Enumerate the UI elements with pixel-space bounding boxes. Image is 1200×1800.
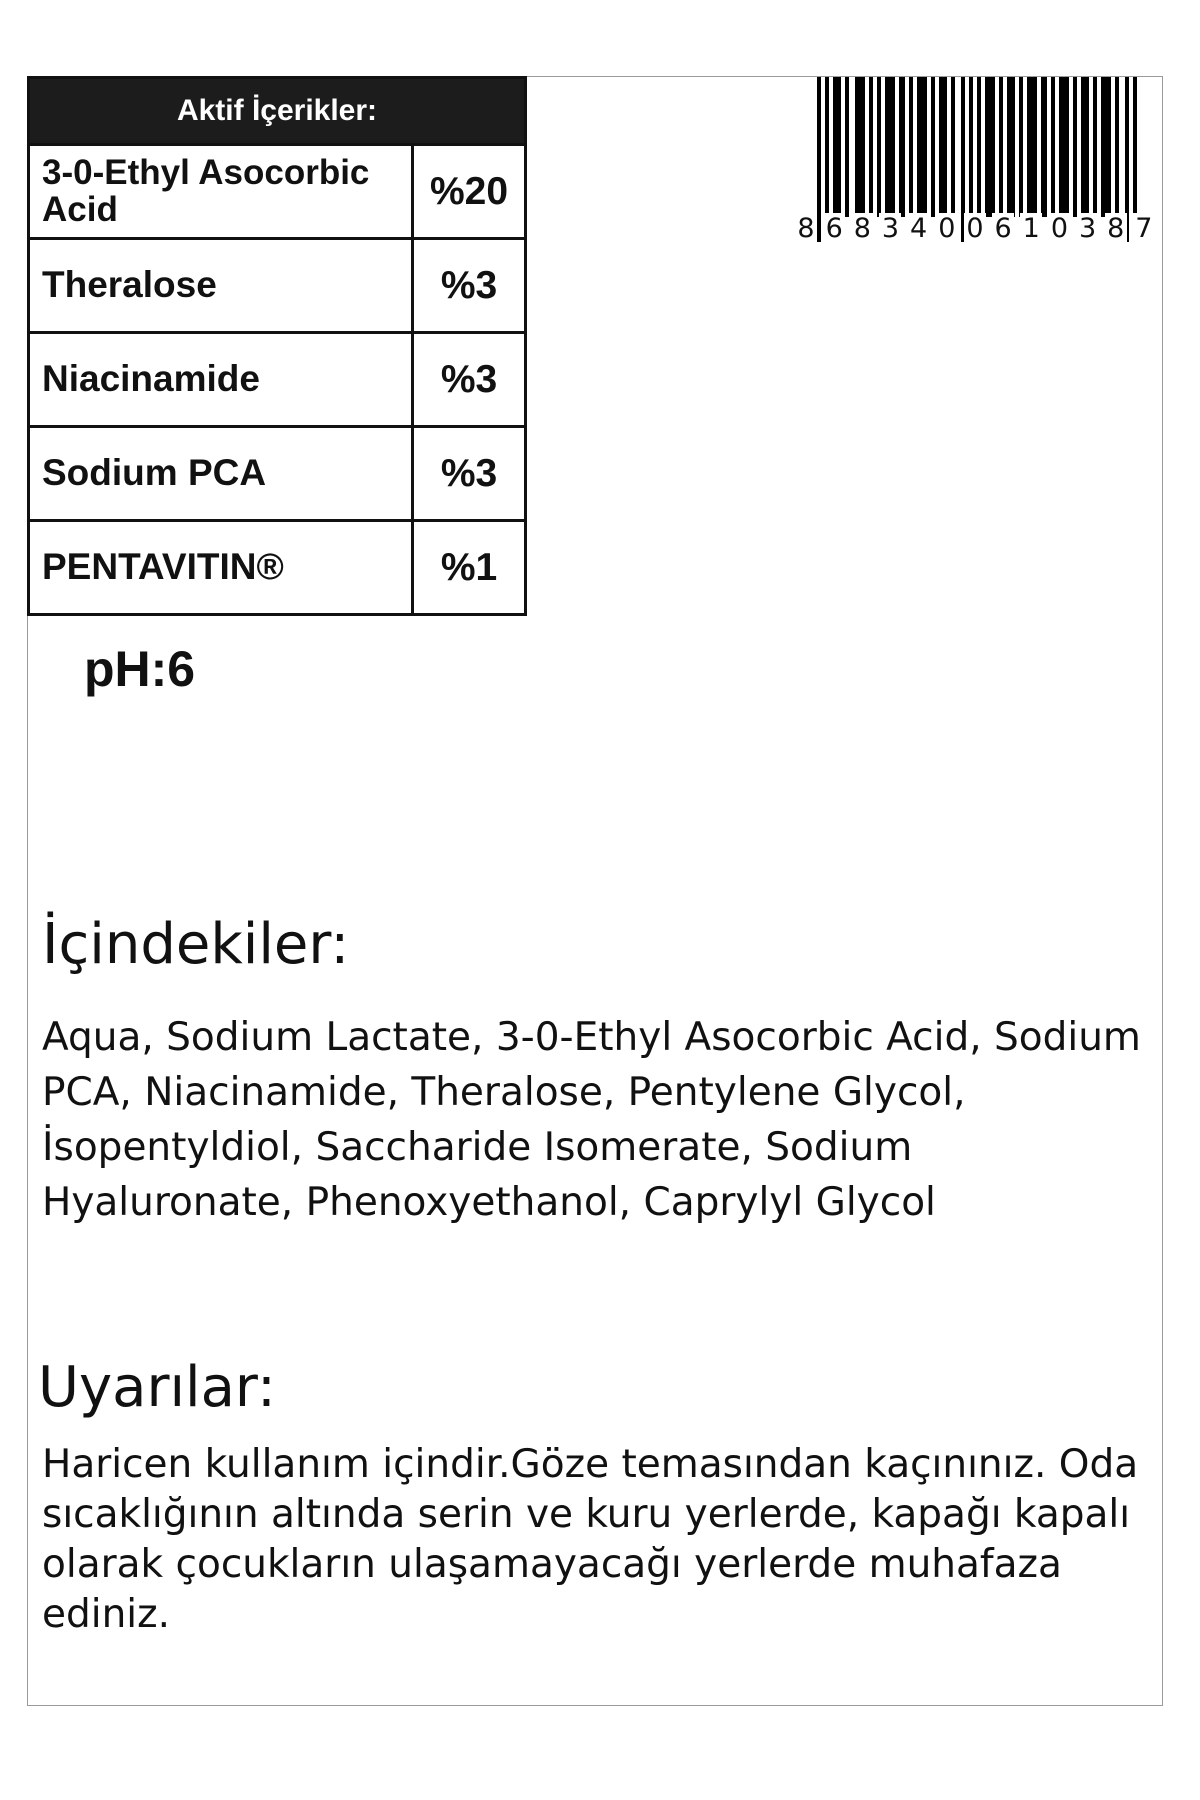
warnings-title: Uyarılar: — [38, 1355, 276, 1420]
barcode-digit: 3 — [879, 213, 901, 244]
barcode-number — [795, 213, 1155, 244]
ingredient-name: Theralose — [30, 240, 414, 331]
ingredient-name: Niacinamide — [30, 334, 414, 425]
table-row — [30, 425, 524, 519]
ingredient-percent: %1 — [440, 545, 498, 589]
ingredient-percent: %3 — [440, 451, 498, 495]
table-row — [30, 237, 524, 331]
barcode-digit: 8 — [1105, 213, 1127, 244]
table-row — [30, 519, 524, 613]
barcode-digit: 0 — [936, 213, 958, 244]
warnings-text: Haricen kullanım içindir.Göze temasından kaçınınız. Oda sıcaklığının altında serin ve kuru yerlerde, kapağı kapalı olarak çocukların ulaşamayacağı yerlerde muhafaza ediniz. — [42, 1442, 1139, 1637]
barcode-digit: 0 — [964, 213, 986, 244]
ingredient-percent: %20 — [429, 169, 509, 213]
ingredient-name: Sodium PCA — [30, 428, 414, 519]
table-row — [30, 143, 524, 237]
table-row — [30, 331, 524, 425]
barcode-digit: 3 — [1077, 213, 1099, 244]
barcode-digit: 7 — [1133, 213, 1155, 244]
active-ingredients-header: Aktif İçerikler: — [30, 79, 524, 143]
barcode — [795, 77, 1155, 242]
ingredient-name: 3-0-Ethyl Asocorbic Acid — [30, 146, 414, 237]
ph-value: pH:6 — [84, 641, 196, 697]
barcode-digit: 8 — [795, 213, 817, 244]
barcode-digit: 6 — [992, 213, 1014, 244]
barcode-digit: 8 — [851, 213, 873, 244]
barcode-digit: 1 — [1020, 213, 1042, 244]
ingredient-name: PENTAVITIN® — [30, 522, 414, 613]
ingredient-percent: %3 — [440, 357, 498, 401]
active-ingredients-table — [27, 76, 527, 616]
barcode-digit: 6 — [823, 213, 845, 244]
barcode-digit: 0 — [1048, 213, 1070, 244]
ingredients-text: Aqua, Sodium Lactate, 3-0-Ethyl Asocorbic Acid, Sodium PCA, Niacinamide, Theralose, Pentylene Glycol, İsopentyldiol, Saccharide Isomerate, Sodium Hyaluronate, Phenoxyethanol, Caprylyl Glycol — [42, 1015, 1141, 1225]
ingredient-percent: %3 — [440, 263, 498, 307]
ingredients-title: İçindekiler: — [42, 912, 350, 977]
barcode-digit: 4 — [908, 213, 930, 244]
